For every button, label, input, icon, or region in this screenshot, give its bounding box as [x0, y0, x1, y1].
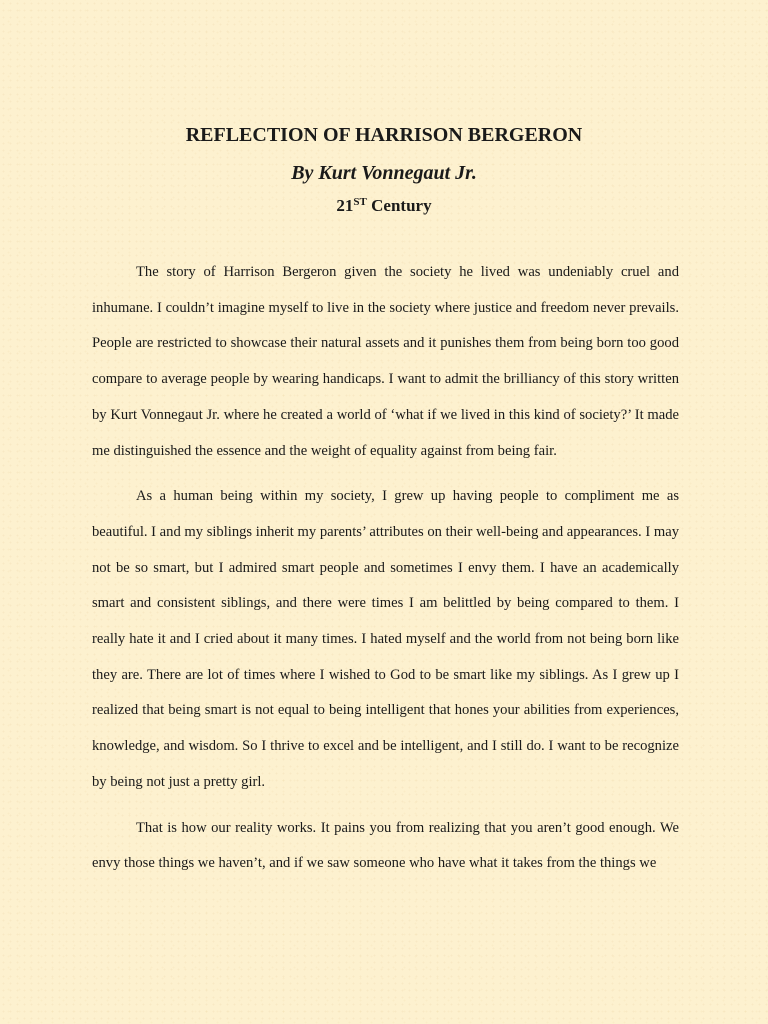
paragraph-3: That is how our reality works. It pains you from realizing that you aren’t good enough. We envy those things we haven’t, and if we saw someone who have what it takes from the things we	[92, 819, 679, 872]
document-title: REFLECTION OF HARRISON BERGERON	[185, 124, 583, 146]
century-number: 21	[336, 196, 354, 215]
century-word: Century	[366, 196, 432, 215]
paragraph-1: The story of Harrison Bergeron given the society he lived was undeniably cruel and inhumane. I couldn’t imagine myself to live in the society where justice and freedom never prevails. People are restricted to showcase their natural assets and it punishes them from being born too good compare to average people by wearing handicaps. I want to admit the brilliancy of this story written by Kurt Vonnegaut Jr. where he created a world of ‘what if we lived in this kind of society?’ It made me distinguished the essence and the weight of equality against from being fair.	[92, 264, 679, 459]
document-author: By Kurt Vonnegaut Jr.	[291, 162, 477, 184]
century-suffix: ST	[353, 196, 367, 208]
document-century	[0, 194, 768, 218]
paragraph-2: As a human being within my society, I grew up having people to compliment me as beautiful. I and my siblings inherit my parents’ attributes on their well-being and appearances. I may not be so smart, but I admired smart people and sometimes I envy them. I have an academically smart and consistent siblings, and there were times I am belittled by being compared to them. I really hate it and I cried about it many times. I hated myself and the world from not being born like they are. There are lot of times where I wished to God to be smart like my siblings. As I grew up I realized that being smart is not equal to being intelligent that hones your abilities from experiences, knowledge, and wisdom. So I thrive to excel and be intelligent, and I still do. I want to be recognize by being not just a pretty girl.	[92, 488, 679, 790]
document-body	[92, 255, 679, 882]
